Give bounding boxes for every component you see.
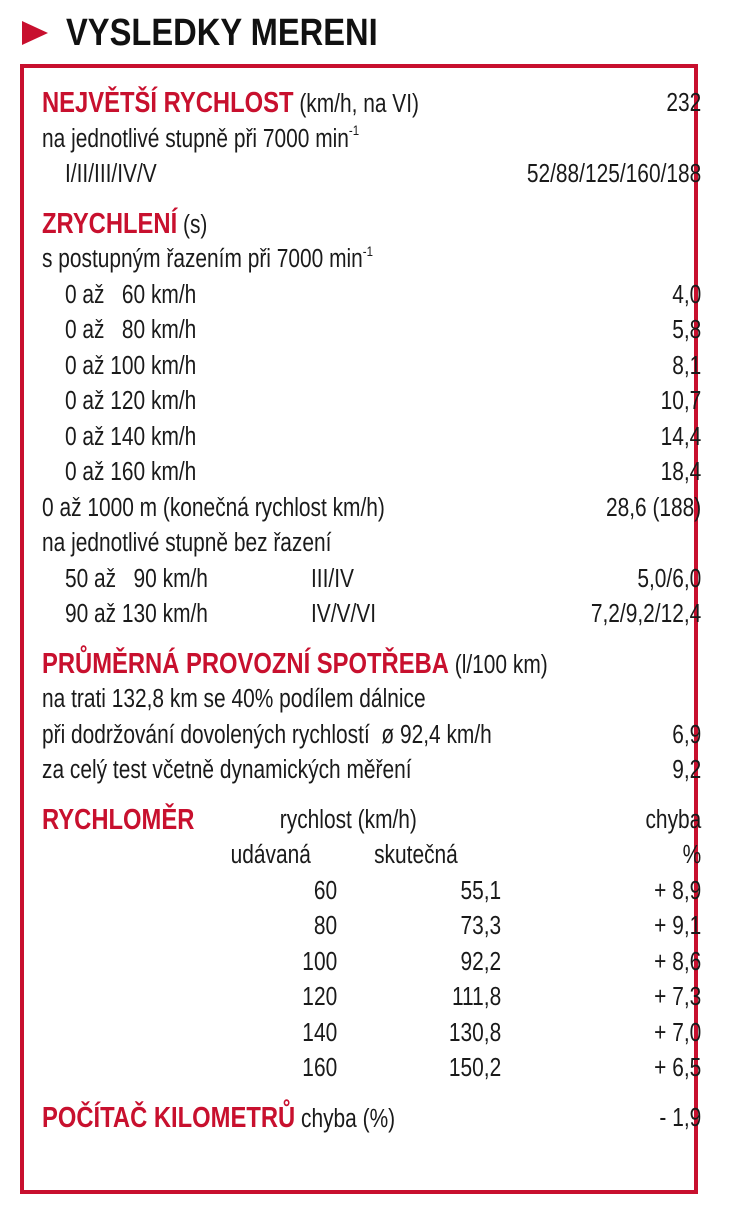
accel-row: 0 až 120 km/h 10,7 <box>64 387 702 415</box>
flex-row: 50 až 90 km/h III/IV 5,0/6,0 <box>64 564 702 593</box>
top-speed-title: NEJVĚTŠÍ RYCHLOST <box>42 87 294 119</box>
accel-row: 0 až 60 km/h 4,0 <box>64 280 702 309</box>
triangle-bullet-icon <box>22 21 48 45</box>
accel-row: 0 až 80 km/h 5,8 <box>64 316 702 344</box>
speedometer-row: 140 130,8 + 7,0 <box>302 1018 702 1047</box>
speedometer-title: RYCHLOMĚR <box>42 803 195 836</box>
acceleration-line: s postupným řazením při 7000 $\min^{-1}$ <box>42 242 373 273</box>
top-speed-value: 232 <box>666 89 702 117</box>
odometer-title: POČÍTAČ KILOMETRŮ <box>42 1101 296 1134</box>
consumption-heading: PRŮMĚRNÁ PROVOZNÍ SPOTŘEBA (l/100 km) <box>42 647 548 680</box>
page-title: VYSLEDKY MERENI <box>66 11 378 54</box>
consumption-row: při dodržování dovolených rychlostí ø 92,4 km/h 6,9 <box>42 720 702 749</box>
consumption-row: za celý test včetně dynamických měření 9,2 <box>42 756 702 784</box>
top-speed-row <box>42 86 701 122</box>
results-content <box>42 86 701 1136</box>
speedometer-row: 60 55,1 + 8,9 <box>313 876 702 905</box>
speedometer-row: 160 150,2 + 6,5 <box>302 1054 702 1082</box>
speedometer-subheading: udávaná skutečná % <box>230 841 702 869</box>
flex-line: na jednotlivé stupně bez řazení <box>42 529 332 557</box>
odometer-row: POČÍTAČ KILOMETRŮ chyba (%) - 1,9 <box>42 1101 702 1134</box>
flex-row: 90 až 130 km/h IV/V/VI 7,2/9,2/12,4 <box>64 600 702 628</box>
accel-row: 0 až 100 km/h 8,1 <box>64 351 702 380</box>
speedometer-row: 100 92,2 + 8,6 <box>302 947 702 976</box>
gears-label: I/II/III/IV/V <box>64 160 157 188</box>
consumption-line: na trati 132,8 km se 40% podílem dálnice <box>42 685 426 713</box>
top-speed-gears-line: na jednotlivé stupně při 7000 $\min^{-1}$ <box>42 122 360 153</box>
speedometer-row: 120 111,8 + 7,3 <box>302 983 702 1011</box>
consumption-title: PRŮMĚRNÁ PROVOZNÍ SPOTŘEBA <box>42 647 449 680</box>
gears-value: 52/88/125/160/188 <box>526 160 702 188</box>
speedometer-row: 80 73,3 + 9,1 <box>313 912 702 940</box>
speedometer-heading: RYCHLOMĚR rychlost (km/h) chyba <box>42 803 702 836</box>
accel-km-row: 0 až 1000 m (konečná rychlost km/h) 28,6 (188) <box>42 493 702 522</box>
top-speed-unit: (km/h, na VI) <box>299 90 419 118</box>
acceleration-title: ZRYCHLENÍ <box>42 207 178 240</box>
accel-row: 0 až 140 km/h 14,4 <box>64 422 702 451</box>
top-speed-gears-row <box>42 157 701 193</box>
header <box>22 8 428 58</box>
accel-row: 0 až 160 km/h 18,4 <box>64 458 702 486</box>
acceleration-heading: ZRYCHLENÍ (s) <box>42 207 208 240</box>
